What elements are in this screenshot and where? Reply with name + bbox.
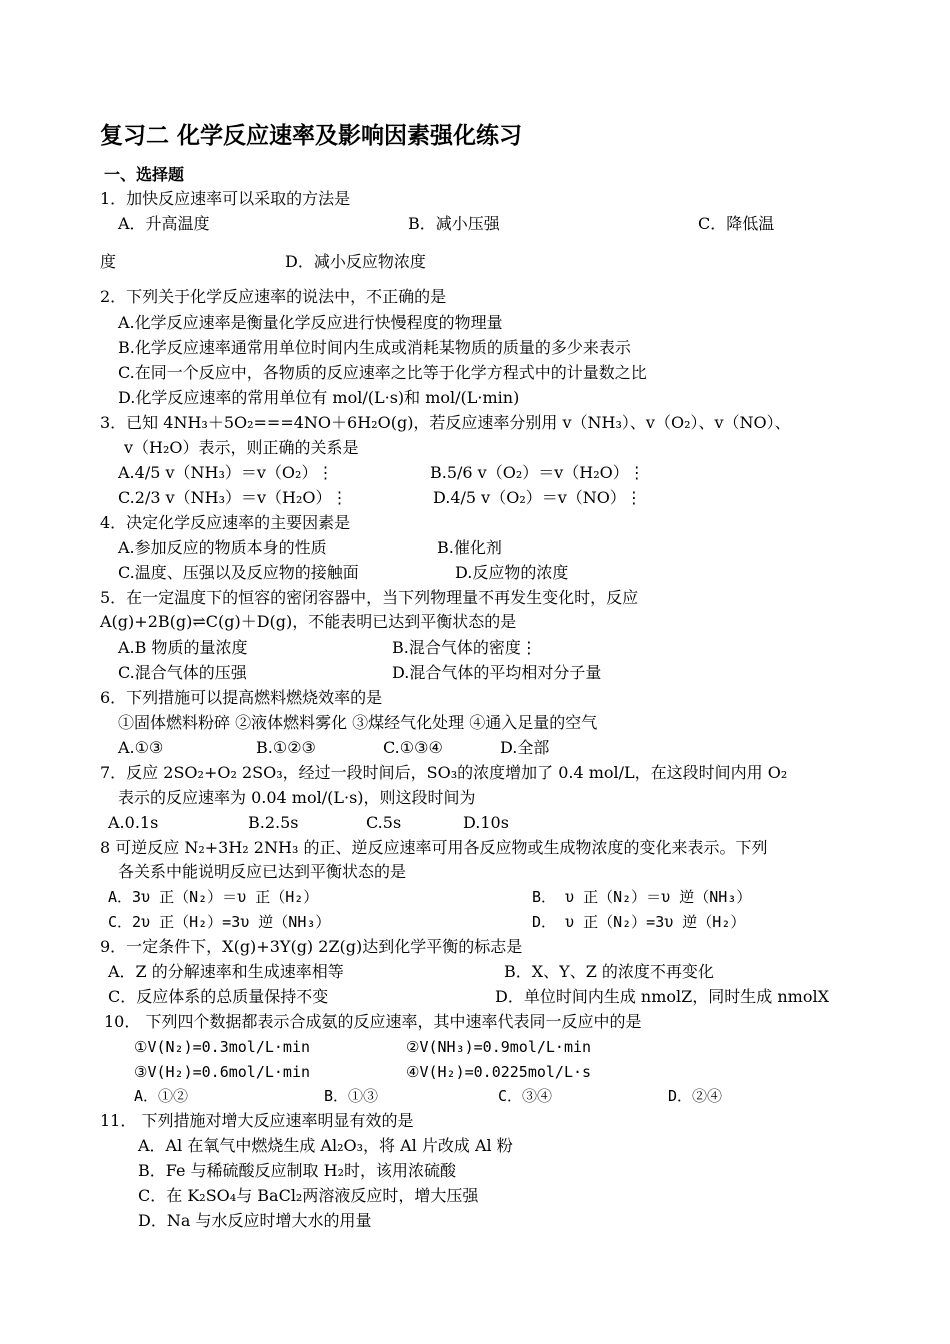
- question-8-cont: 各关系中能说明反应已达到平衡状态的是: [118, 862, 407, 881]
- q6-option-d: D.全部: [500, 738, 550, 757]
- q2-option-d: D.化学反应速率的常用单位有 mol/(L·s)和 mol/(L·min): [118, 388, 520, 407]
- q10-data-4: ④V(H₂)=0.0225mol/L·s: [406, 1063, 592, 1081]
- q7-option-a: A.0.1s: [108, 813, 159, 832]
- q2-option-b: B.化学反应速率通常用单位时间内生成或消耗某物质的质量的多少来表示: [118, 338, 631, 357]
- q8-option-d: D． υ 正（N₂）=3υ 逆（H₂）: [532, 913, 746, 931]
- q8-option-c: C．2υ 正（H₂）=3υ 逆（NH₃）: [108, 913, 331, 931]
- q4-option-a: A.参加反应的物质本身的性质: [118, 538, 327, 557]
- q6-option-a: A.①③: [118, 738, 164, 757]
- question-7: 7．反应 2SO₂+O₂ 2SO₃，经过一段时间后，SO₃的浓度增加了 0.4 mol/L，在这段时间内用 O₂: [100, 763, 788, 782]
- q7-option-c: C.5s: [366, 813, 402, 832]
- section-heading: 一、选择题: [104, 165, 185, 184]
- q6-option-c: C.①③④: [383, 738, 443, 757]
- q5-option-b: B.混合气体的密度⋮: [392, 638, 537, 657]
- q5-option-a: A.B 物质的量浓度: [118, 638, 248, 657]
- q8-option-a: A．3υ 正（N₂）＝υ 正（H₂）: [108, 888, 319, 906]
- q3-option-d: D.4/5 v（O₂）＝v（NO）⋮: [433, 488, 642, 507]
- q7-option-b: B.2.5s: [248, 813, 299, 832]
- q11-option-a: A．Al 在氧气中燃烧生成 Al₂O₃，将 Al 片改成 Al 粉: [138, 1136, 513, 1155]
- q5-option-c: C.混合气体的压强: [118, 663, 247, 682]
- q6-statements: ①固体燃料粉碎 ②液体燃料雾化 ③煤经气化处理 ④通入足量的空气: [118, 713, 598, 732]
- q10-option-b: B．①③: [324, 1087, 379, 1105]
- question-1: 1．加快反应速率可以采取的方法是: [100, 189, 351, 208]
- q10-data-1: ①V(N₂)=0.3mol/L·min: [134, 1038, 311, 1056]
- q1-option-c-cont: 度: [100, 252, 117, 271]
- q9-option-a: A．Z 的分解速率和生成速率相等: [108, 962, 344, 981]
- q4-option-b: B.催化剂: [437, 538, 502, 557]
- q2-option-c: C.在同一个反应中，各物质的反应速率之比等于化学方程式中的计量数之比: [118, 363, 647, 382]
- q10-option-c: C．③④: [498, 1087, 553, 1105]
- q5-option-d: D.混合气体的平均相对分子量: [392, 663, 602, 682]
- q10-option-d: D．②④: [668, 1087, 723, 1105]
- q7-option-d: D.10s: [463, 813, 509, 832]
- q2-option-a: A.化学反应速率是衡量化学反应进行快慢程度的物理量: [118, 313, 503, 332]
- q9-option-c: C．反应体系的总质量保持不变: [108, 987, 329, 1006]
- q4-option-c: C.温度、压强以及反应物的接触面: [118, 563, 359, 582]
- question-3: 3．已知 4NH₃＋5O₂===4NO＋6H₂O(g)，若反应速率分别用 v（NH₃）、v（O₂）、v（NO）、: [100, 413, 791, 432]
- question-3-cont: v（H₂O）表示，则正确的关系是: [124, 438, 359, 457]
- q3-option-a: A.4/5 v（NH₃）＝v（O₂）⋮: [118, 463, 334, 482]
- question-5: 5．在一定温度下的恒容的密闭容器中，当下列物理量不再发生变化时，反应: [100, 588, 639, 607]
- q1-option-c: C．降低温: [698, 214, 775, 233]
- question-7-cont: 表示的反应速率为 0.04 mol/(L·s)，则这段时间为: [118, 788, 476, 807]
- q1-option-a: A．升高温度: [118, 214, 210, 233]
- q11-option-d: D．Na 与水反应时增大水的用量: [138, 1211, 372, 1230]
- q9-option-d: D．单位时间内生成 nmolZ，同时生成 nmolX: [495, 987, 829, 1006]
- q1-option-b: B．减小压强: [408, 214, 500, 233]
- question-4: 4．决定化学反应速率的主要因素是: [100, 513, 351, 532]
- question-6: 6．下列措施可以提高燃料燃烧效率的是: [100, 688, 383, 707]
- q8-option-b: B． υ 正（N₂）＝υ 逆（NH₃）: [532, 888, 752, 906]
- question-2: 2．下列关于化学反应速率的说法中，不正确的是: [100, 287, 447, 306]
- q6-option-b: B.①②③: [256, 738, 316, 757]
- q3-option-b: B.5/6 v（O₂）＝v（H₂O）⋮: [430, 463, 645, 482]
- q10-option-a: A．①②: [134, 1087, 189, 1105]
- q11-option-b: B．Fe 与稀硫酸反应制取 H₂时，该用浓硫酸: [138, 1161, 456, 1180]
- q9-option-b: B．X、Y、Z 的浓度不再变化: [504, 962, 714, 981]
- question-9: 9．一定条件下，X(g)+3Y(g) 2Z(g)达到化学平衡的标志是: [100, 937, 523, 956]
- question-5-cont: A(g)+2B(g)⇌C(g)＋D(g)，不能表明已达到平衡状态的是: [100, 612, 517, 631]
- q1-option-d: D．减小反应物浓度: [285, 252, 426, 271]
- question-10: 10． 下列四个数据都表示合成氨的反应速率，其中速率代表同一反应中的是: [104, 1012, 642, 1031]
- q10-data-2: ②V(NH₃)=0.9mol/L·min: [406, 1038, 592, 1056]
- q4-option-d: D.反应物的浓度: [455, 563, 569, 582]
- q11-option-c: C．在 K₂SO₄与 BaCl₂两溶液反应时，增大压强: [138, 1186, 479, 1205]
- q3-option-c: C.2/3 v（NH₃）＝v（H₂O）⋮: [118, 488, 348, 507]
- question-11: 11． 下列措施对增大反应速率明显有效的是: [100, 1111, 414, 1130]
- question-8: 8 可逆反应 N₂+3H₂ 2NH₃ 的正、逆反应速率可用各反应物或生成物浓度的变化来表示。下列: [100, 838, 768, 857]
- q10-data-3: ③V(H₂)=0.6mol/L·min: [134, 1063, 311, 1081]
- page-title: 复习二 化学反应速率及影响因素强化练习: [100, 123, 523, 149]
